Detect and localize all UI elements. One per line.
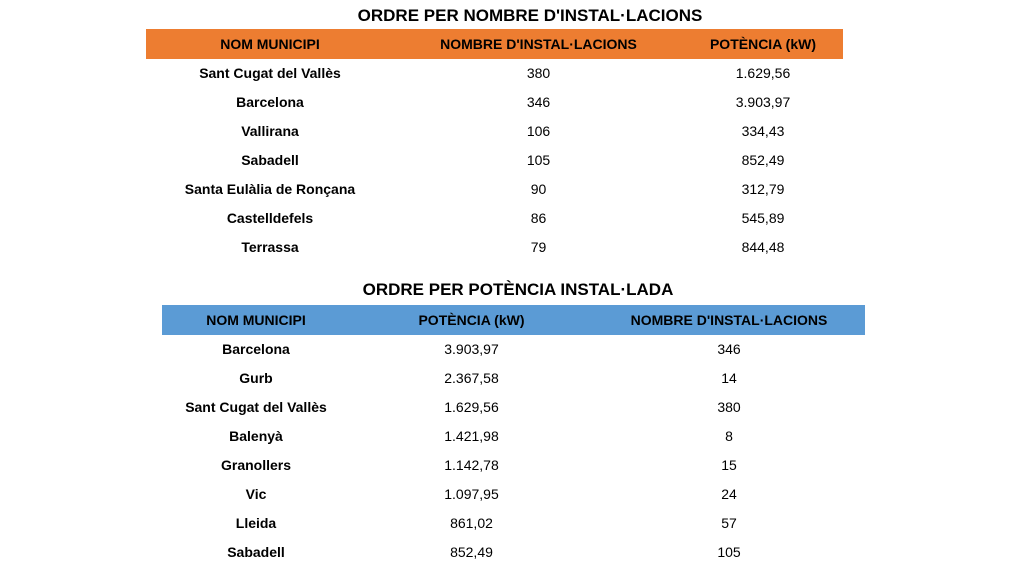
table-row xyxy=(146,88,843,117)
cell-power: 3.903,97 xyxy=(735,94,791,111)
cell-installations: 346 xyxy=(526,94,551,111)
cell-power: 1.097,95 xyxy=(444,485,499,502)
table-row xyxy=(162,537,865,566)
cell-installations: 8 xyxy=(725,428,733,445)
cell-installations: 15 xyxy=(721,457,737,473)
cell-installations: 105 xyxy=(526,152,551,169)
cell-installations: 90 xyxy=(530,181,547,197)
cell-municipality: Granollers xyxy=(220,457,292,473)
cell-power: 852,49 xyxy=(450,543,493,560)
cell-power: 334,43 xyxy=(741,123,785,140)
table-row xyxy=(146,203,843,232)
cell-power: 2.367,58 xyxy=(444,370,499,387)
table-row xyxy=(162,335,865,364)
table-row xyxy=(146,232,843,261)
cell-installations: 346 xyxy=(717,341,741,358)
cell-municipality: Balenyà xyxy=(229,428,283,445)
cell-municipality: Castelldefels xyxy=(226,209,314,226)
table-by-installations xyxy=(146,29,843,261)
cell-power: 861,02 xyxy=(450,514,493,531)
section-title-by-installations: ORDRE PER NOMBRE D'INSTAL·LACIONS xyxy=(357,6,703,25)
cell-installations: 24 xyxy=(721,485,737,502)
cell-municipality: Sant Cugat del Vallès xyxy=(185,399,327,416)
section-title-by-power: ORDRE PER POTÈNCIA INSTAL·LADA xyxy=(362,280,674,299)
cell-power: 852,49 xyxy=(741,152,785,169)
table-row xyxy=(162,451,865,480)
cell-installations: 86 xyxy=(530,209,547,226)
cell-installations: 14 xyxy=(721,370,737,387)
cell-municipality: Lleida xyxy=(235,514,277,531)
header-installations: NOMBRE D'INSTAL·LACIONS xyxy=(593,305,865,335)
header-municipality: NOM MUNICIPI xyxy=(146,29,394,59)
header-power: POTÈNCIA (kW) xyxy=(350,305,593,335)
cell-power: 3.903,97 xyxy=(444,341,499,358)
table-header-row xyxy=(162,305,865,335)
cell-power: 1.629,56 xyxy=(735,65,791,82)
cell-installations: 57 xyxy=(721,514,737,531)
cell-municipality: Sant Cugat del Vallès xyxy=(199,65,341,82)
table-row xyxy=(162,422,865,451)
table-row xyxy=(162,508,865,537)
cell-installations: 105 xyxy=(717,543,741,560)
cell-municipality: Vic xyxy=(245,485,267,502)
cell-power: 844,48 xyxy=(741,238,785,255)
cell-municipality: Barcelona xyxy=(222,341,290,358)
cell-municipality: Barcelona xyxy=(236,94,304,111)
cell-installations: 380 xyxy=(717,399,741,416)
cell-power: 1.142,78 xyxy=(444,457,499,473)
table-header-row xyxy=(146,29,843,59)
cell-power: 545,89 xyxy=(741,209,785,226)
cell-installations: 79 xyxy=(530,238,547,255)
table-row xyxy=(162,479,865,508)
cell-power: 1.629,56 xyxy=(444,399,499,416)
cell-municipality: Terrassa xyxy=(241,238,299,255)
table-row xyxy=(146,146,843,175)
table-row xyxy=(146,59,843,88)
cell-power: 312,79 xyxy=(741,181,785,197)
cell-municipality: Sabadell xyxy=(241,152,299,169)
header-municipality: NOM MUNICIPI xyxy=(162,305,350,335)
cell-municipality: Vallirana xyxy=(241,123,299,140)
cell-installations: 106 xyxy=(526,123,551,140)
cell-installations: 380 xyxy=(526,65,551,82)
cell-municipality: Sabadell xyxy=(227,543,285,560)
header-power: POTÈNCIA (kW) xyxy=(683,29,843,59)
table-row xyxy=(162,393,865,422)
header-installations: NOMBRE D'INSTAL·LACIONS xyxy=(394,29,683,59)
table-row xyxy=(146,175,843,204)
cell-power: 1.421,98 xyxy=(444,428,499,445)
cell-municipality: Gurb xyxy=(239,370,273,387)
cell-municipality: Santa Eulàlia de Ronçana xyxy=(184,181,356,197)
table-row xyxy=(162,364,865,393)
table-by-power xyxy=(162,305,865,566)
table-row xyxy=(146,117,843,146)
